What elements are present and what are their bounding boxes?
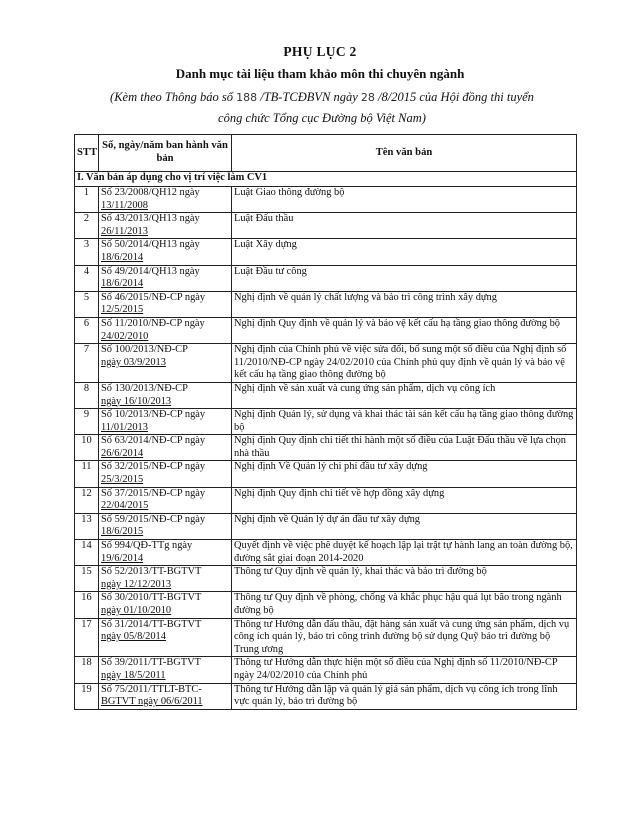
row-number: Số 11/2010/NĐ-CP ngày	[101, 317, 205, 329]
row-number: Số 46/2015/NĐ-CP ngày	[101, 291, 206, 303]
table-row	[75, 592, 577, 618]
row-date: 19/6/2014	[101, 552, 144, 564]
row-document-name: Nghị định Quy định về quản lý và bảo vệ kết cấu hạ tầng giao thông đường bộ	[232, 317, 577, 343]
table-row	[75, 382, 577, 408]
row-document-name: Nghị định Quản lý, sử dụng và khai thác tài sản kết cấu hạ tầng giao thông đường bộ	[232, 409, 577, 435]
row-date: ngày 12/12/2013	[101, 578, 172, 590]
row-document-name: Nghị định về Quản lý dự án đầu tư xây dựng	[232, 513, 577, 539]
row-number-date	[99, 592, 232, 618]
row-stt: 7	[75, 344, 99, 383]
row-stt: 18	[75, 657, 99, 683]
row-stt: 4	[75, 265, 99, 291]
row-date: 26/6/2014	[101, 447, 144, 459]
row-document-name: Nghị định về quản lý chất lượng và bảo trì công trình xây dựng	[232, 291, 577, 317]
row-date: ngày 16/10/2013	[101, 395, 172, 407]
row-date: 11/01/2013	[101, 421, 148, 433]
row-date: ngày 18/5/2011	[101, 669, 166, 681]
row-stt: 9	[75, 409, 99, 435]
row-date: 12/5/2015	[101, 304, 144, 316]
row-document-name: Luật Xây dựng	[232, 239, 577, 265]
row-stt: 19	[75, 683, 99, 709]
row-stt: 16	[75, 592, 99, 618]
row-number: Số 10/2013/NĐ-CP ngày	[101, 409, 206, 421]
table-row	[75, 435, 577, 461]
notice-reference	[52, 87, 592, 129]
row-stt: 14	[75, 540, 99, 566]
row-number-date	[99, 382, 232, 408]
table-row	[75, 566, 577, 592]
table-row	[75, 239, 577, 265]
row-number: Số 130/2013/NĐ-CP	[101, 382, 188, 394]
row-number: Số 63/2014/NĐ-CP ngày	[101, 435, 206, 447]
row-number-date	[99, 618, 232, 657]
row-document-name: Luật Đấu thầu	[232, 213, 577, 239]
table-row	[75, 540, 577, 566]
row-stt: 12	[75, 487, 99, 513]
table-row	[75, 657, 577, 683]
row-number-date	[99, 344, 232, 383]
notice-prefix: (Kèm theo Thông báo số	[110, 90, 233, 104]
row-number-date	[99, 540, 232, 566]
row-number-date	[99, 566, 232, 592]
table-row	[75, 487, 577, 513]
row-number: Số 100/2013/NĐ-CP	[101, 344, 188, 356]
column-header-stt: STT	[75, 135, 99, 172]
row-document-name: Luật Giao thông đường bộ	[232, 187, 577, 213]
row-date: 24/02/2010	[101, 330, 149, 342]
row-stt: 15	[75, 566, 99, 592]
row-date: BGTVT ngày 06/6/2011	[101, 696, 203, 708]
row-stt: 5	[75, 291, 99, 317]
row-stt: 6	[75, 317, 99, 343]
column-header-name: Tên văn bản	[232, 135, 577, 172]
row-number: Số 50/2014/QH13 ngày	[101, 239, 200, 251]
notice-line-2: công chức Tổng cục Đường bộ Việt Nam)	[218, 111, 426, 125]
row-date: 18/6/2014	[101, 251, 144, 263]
row-date: 25/3/2015	[101, 474, 144, 486]
table-row	[75, 265, 577, 291]
row-document-name: Nghị định Về Quản lý chi phí đầu tư xây dựng	[232, 461, 577, 487]
row-stt: 3	[75, 239, 99, 265]
row-document-name: Nghị định của Chính phủ về việc sửa đổi, bổ sung một số điều của Nghị định số 11/2010/NĐ-CP ngày 24/02/2010 của Chính phủ quy định về quản lý và bảo vệ kết cấu hạ tầng giao thông đường bộ	[232, 344, 577, 383]
row-number: Số 31/2014/TT-BGTVT	[101, 618, 202, 630]
row-document-name: Thông tư Hướng dẫn lập và quản lý giá sản phẩm, dịch vụ công ích trong lĩnh vực quản lý, bảo trì đường bộ	[232, 683, 577, 709]
column-header-number: Số, ngày/năm ban hành văn bản	[99, 135, 232, 172]
row-date: ngày 03/9/2013	[101, 356, 166, 368]
row-number: Số 75/2011/TTLT-BTC-	[101, 683, 202, 695]
row-number: Số 23/2008/QH12 ngày	[101, 187, 200, 198]
row-date: 18/6/2015	[101, 526, 144, 538]
row-number-date	[99, 513, 232, 539]
row-stt: 13	[75, 513, 99, 539]
row-stt: 8	[75, 382, 99, 408]
row-date: 18/6/2014	[101, 278, 144, 290]
appendix-title: PHỤ LỤC 2	[283, 44, 357, 59]
table-row	[75, 317, 577, 343]
row-stt: 10	[75, 435, 99, 461]
row-stt: 2	[75, 213, 99, 239]
table-row	[75, 618, 577, 657]
row-document-name: Luật Đầu tư công	[232, 265, 577, 291]
row-number-date	[99, 461, 232, 487]
row-number: Số 994/QĐ-TTg ngày	[101, 540, 193, 552]
row-document-name: Nghị định Quy định chi tiết thi hành một số điều của Luật Đấu thầu về lựa chọn nhà thầu	[232, 435, 577, 461]
row-date: ngày 01/10/2010	[101, 605, 172, 616]
row-number-date	[99, 291, 232, 317]
document-subtitle: Danh mục tài liệu tham khảo môn thi chuyên ngành	[175, 66, 465, 81]
row-number: Số 39/2011/TT-BGTVT	[101, 657, 201, 669]
table-row	[75, 513, 577, 539]
row-number: Số 59/2015/NĐ-CP ngày	[101, 513, 206, 525]
row-stt: 11	[75, 461, 99, 487]
row-document-name: Thông tư Quy định về phòng, chống và khắc phục hậu quả lụt bão trong ngành đường bộ	[232, 592, 577, 618]
row-document-name: Quyết định về việc phê duyệt kế hoạch lập lại trật tự hành lang an toàn đường bộ, đường sắt giai đoạn 2014-2020	[232, 540, 577, 566]
row-number: Số 30/2010/TT-BGTVT	[101, 592, 202, 604]
row-number: Số 32/2015/NĐ-CP ngày	[101, 461, 206, 473]
row-number-date	[99, 435, 232, 461]
notice-mid: /TB-TCĐBVN ngày	[260, 90, 358, 104]
row-date: ngày 05/8/2014	[101, 631, 166, 643]
table-row	[75, 683, 577, 709]
row-number-date	[99, 317, 232, 343]
notice-suffix: /8/2015 của Hội đồng thi tuyển	[378, 90, 534, 104]
row-document-name: Thông tư Hướng dẫn đấu thầu, đặt hàng sản xuất và cung ứng sản phẩm, dịch vụ công ích quản lý, bảo trì công trình đường bộ sử dụng Quỹ bảo trì đường bộ Trung ương	[232, 618, 577, 657]
table-row	[75, 344, 577, 383]
row-date: 13/11/2008	[101, 199, 148, 211]
row-number-date	[99, 187, 232, 213]
table-row	[75, 213, 577, 239]
table-row	[75, 291, 577, 317]
row-number-date	[99, 657, 232, 683]
row-document-name: Nghị định về sản xuất và cung ứng sản phẩm, dịch vụ công ích	[232, 382, 577, 408]
table-header-row	[75, 135, 577, 172]
row-number-date	[99, 683, 232, 709]
row-stt: 17	[75, 618, 99, 657]
handwritten-notice-day: 28	[360, 91, 375, 104]
row-number-date	[99, 409, 232, 435]
row-number: Số 43/2013/QH13 ngày	[101, 213, 200, 225]
table-row	[75, 409, 577, 435]
row-date: 26/11/2013	[101, 225, 148, 237]
section-heading: I. Văn bản áp dụng cho vị trí việc làm CV1	[75, 172, 577, 187]
row-document-name: Thông tư Hướng dẫn thực hiện một số điều của Nghị định số 11/2010/NĐ-CP ngày 24/02/2010 của Chính phủ	[232, 657, 577, 683]
row-number-date	[99, 487, 232, 513]
row-number-date	[99, 213, 232, 239]
row-number: Số 37/2015/NĐ-CP ngày	[101, 487, 206, 499]
row-number: Số 52/2013/TT-BGTVT	[101, 566, 202, 578]
row-number-date	[99, 239, 232, 265]
table-row	[75, 187, 577, 213]
margin-scribble	[618, 360, 630, 480]
row-number-date	[99, 265, 232, 291]
section-row	[75, 172, 577, 187]
row-number: Số 49/2014/QH13 ngày	[101, 265, 200, 277]
row-document-name: Thông tư Quy định về quản lý, khai thác và bảo trì đường bộ	[232, 566, 577, 592]
row-stt: 1	[75, 187, 99, 213]
table-row	[75, 461, 577, 487]
row-date: 22/04/2015	[101, 500, 149, 512]
row-document-name: Nghị định Quy định chi tiết về hợp đồng xây dựng	[232, 487, 577, 513]
handwritten-notice-number: 188	[236, 91, 258, 104]
document-list-table	[74, 134, 577, 710]
